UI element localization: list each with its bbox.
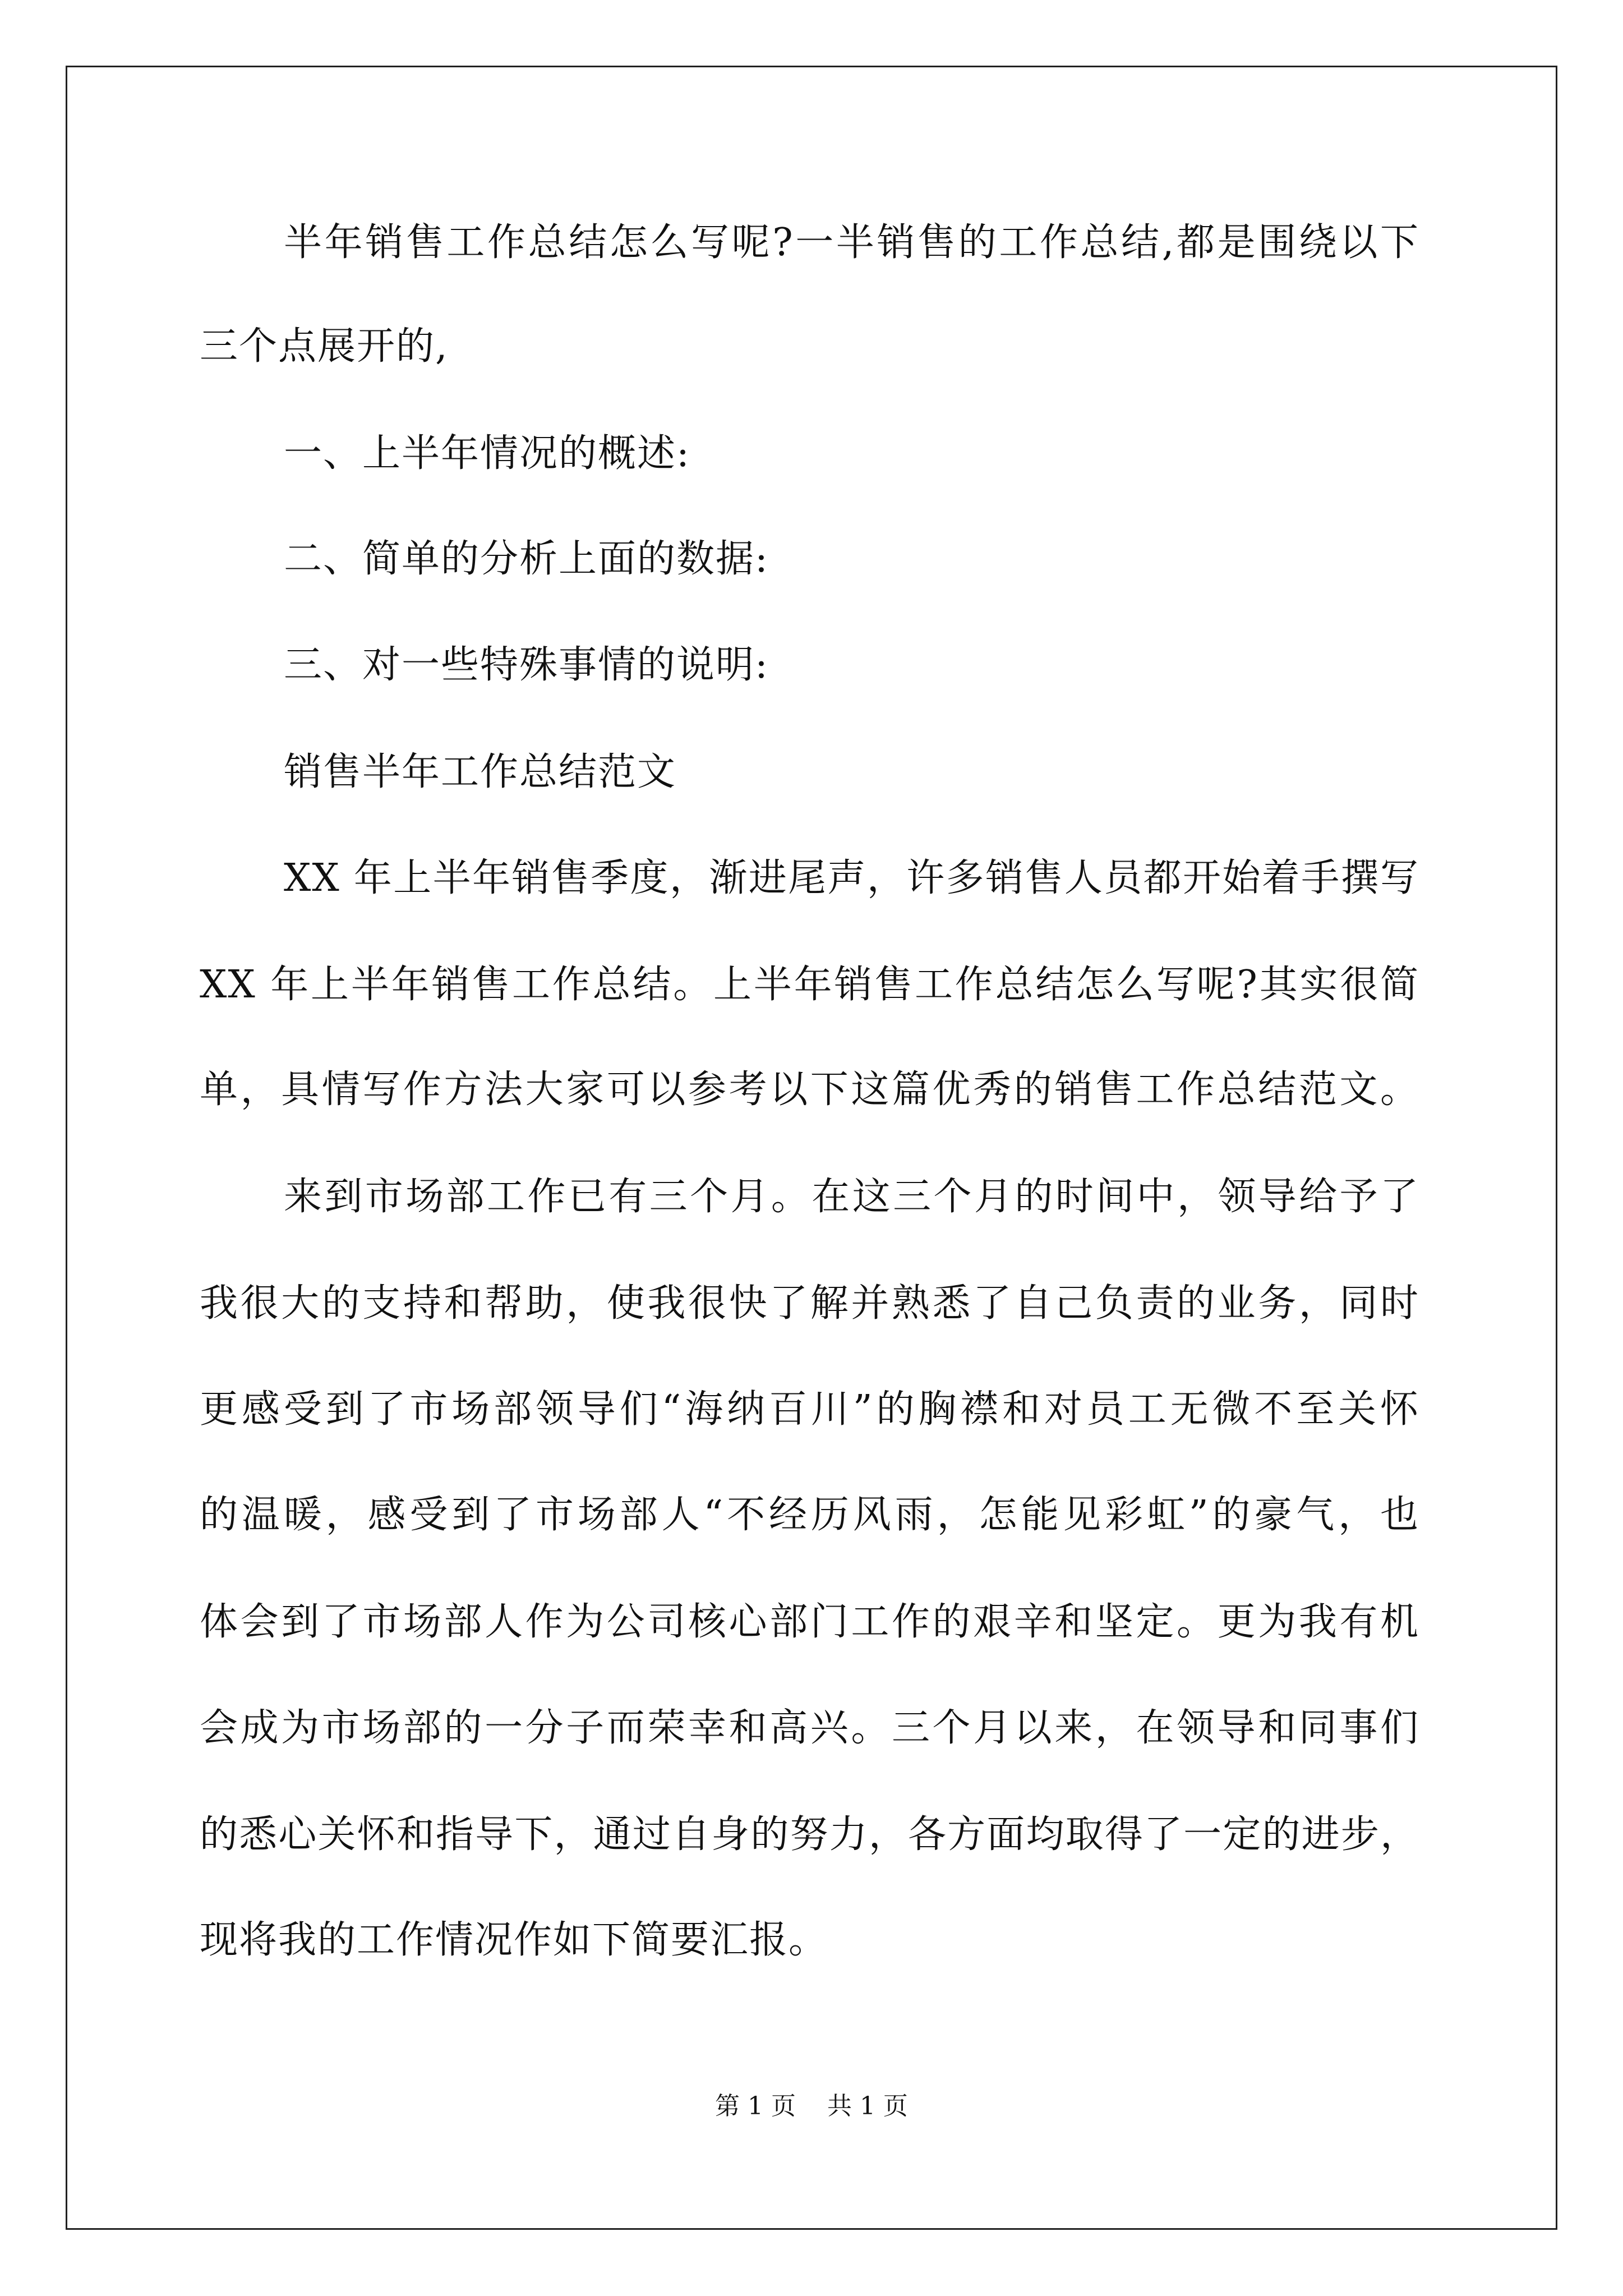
page-border bbox=[66, 66, 1557, 2230]
text-line: XX 年上半年销售工作总结。上半年销售工作总结怎么写呢?其实很简 bbox=[200, 963, 1419, 1007]
text-line: 二、简单的分析上面的数据: bbox=[284, 537, 769, 581]
text-line: 三、对一些特殊事情的说明: bbox=[284, 643, 769, 687]
text-line: 我很大的支持和帮助，使我很快了解并熟悉了自己负责的业务，同时 bbox=[200, 1281, 1419, 1326]
text-line: 体会到了市场部人作为公司核心部门工作的艰辛和坚定。更为我有机 bbox=[200, 1600, 1419, 1644]
text-line: 来到市场部工作已有三个月。在这三个月的时间中，领导给予了 bbox=[284, 1175, 1419, 1219]
text-line: 一、上半年情况的概述: bbox=[284, 431, 690, 476]
text-line: 现将我的工作情况作如下简要汇报。 bbox=[200, 1918, 828, 1962]
text-line: 会成为市场部的一分子而荣幸和高兴。三个月以来，在领导和同事们 bbox=[200, 1706, 1419, 1750]
section-heading: 销售半年工作总结范文 bbox=[284, 750, 677, 794]
text-line: 更感受到了市场部领导们“海纳百川”的胸襟和对员工无微不至关怀 bbox=[200, 1387, 1419, 1432]
text-line: 三个点展开的, bbox=[200, 324, 449, 369]
text-line: 的悉心关怀和指导下，通过自身的努力，各方面均取得了一定的进步， bbox=[200, 1812, 1419, 1857]
text-line: 的温暖，感受到了市场部人“不经历风雨，怎能见彩虹”的豪气，也 bbox=[200, 1493, 1419, 1537]
text-line: 单，具情写作方法大家可以参考以下这篇优秀的销售工作总结范文。 bbox=[200, 1068, 1419, 1112]
page-number-footer: 第 1 页 共 1 页 bbox=[715, 2092, 908, 2120]
text-line: XX 年上半年销售季度，渐进尾声，许多销售人员都开始着手撰写 bbox=[284, 856, 1419, 900]
text-line: 半年销售工作总结怎么写呢?一半销售的工作总结,都是围绕以下 bbox=[284, 220, 1419, 265]
